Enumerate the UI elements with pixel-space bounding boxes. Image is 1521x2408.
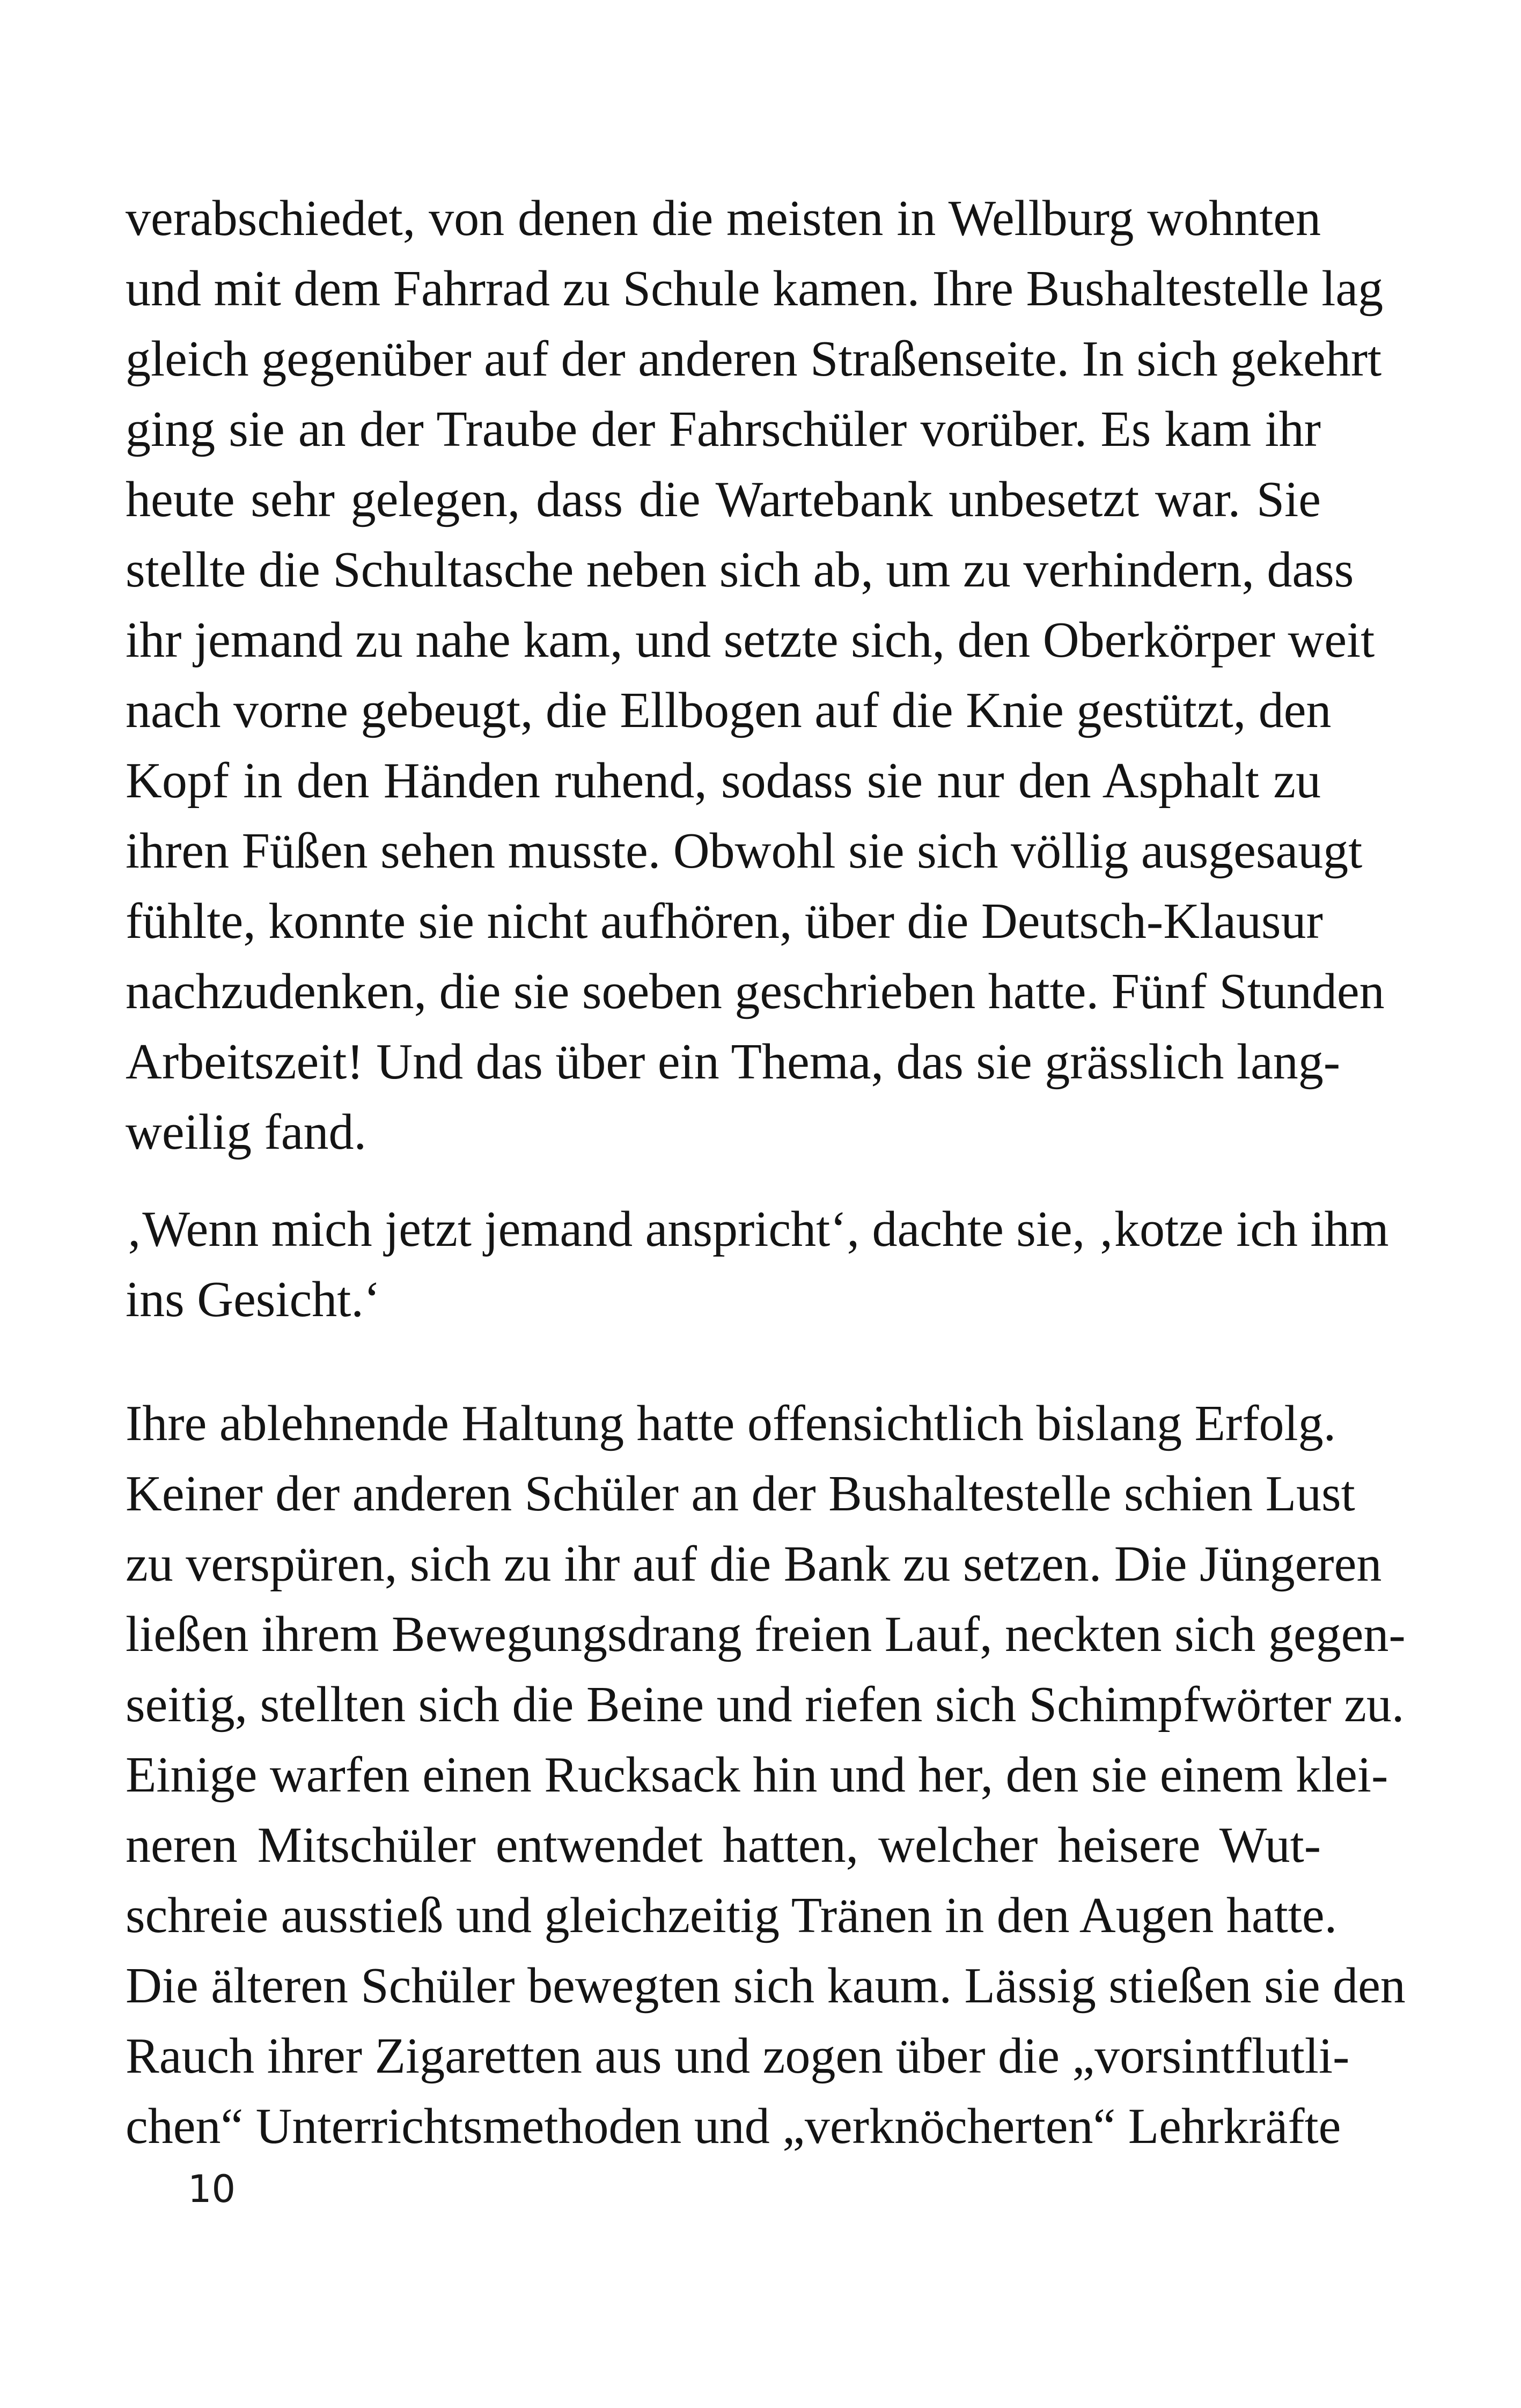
text-line: fühlte, konnte sie nicht aufhören, über die Deutsch-Klausur <box>126 893 1323 949</box>
text-line: Keiner der anderen Schüler an der Bushaltestelle schien Lust <box>126 1466 1355 1522</box>
text-line: ihr jemand zu nahe kam, und setzte sich, den Oberkörper weit <box>126 612 1375 668</box>
text-line: nach vorne gebeugt, die Ellbogen auf die Knie gestützt, den <box>126 682 1332 738</box>
text-line: zu verspüren, sich zu ihr auf die Bank zu setzen. Die Jüngeren <box>126 1536 1382 1592</box>
text-line: ‚Wenn mich jetzt jemand anspricht‘, dachte sie, ‚kotze ich ihm <box>126 1201 1389 1257</box>
text-line: weilig fand. <box>126 1104 366 1160</box>
text-line: Rauch ihrer Zigaretten aus und zogen über die „vorsintflutli- <box>126 2028 1350 2084</box>
text-line: Ihre ablehnende Haltung hatte offensichtlich bislang Erfolg. <box>126 1396 1336 1451</box>
text-line: chen“ Unterrichtsmethoden und „verknöcherten“ Lehrkräfte <box>126 2098 1341 2154</box>
text-line: Einige warfen einen Rucksack hin und her, den sie einem klei- <box>126 1747 1388 1803</box>
paragraph-1 <box>126 183 1385 1168</box>
text-line: gleich gegenüber auf der anderen Straßenseite. In sich gekehrt <box>126 331 1382 387</box>
text-line: Kopf in den Händen ruhend, sodass sie nur den Asphalt zu <box>126 753 1321 809</box>
text-line: seitig, stellten sich die Beine und riefen sich Schimpfwörter zu. <box>126 1677 1405 1732</box>
text-line: ins Gesicht.‘ <box>126 1272 381 1327</box>
paragraph-2 <box>126 1194 1389 1335</box>
text-line: Arbeitszeit! Und das über ein Thema, das sie grässlich lang- <box>126 1034 1341 1090</box>
text-line: Die älteren Schüler bewegten sich kaum. Lässig stießen sie den <box>126 1958 1406 2014</box>
text-line: und mit dem Fahrrad zu Schule kamen. Ihre Bushaltestelle lag <box>126 261 1384 317</box>
text-line: heute sehr gelegen, dass die Wartebank unbesetzt war. Sie <box>126 472 1321 527</box>
text-line: ihren Füßen sehen musste. Obwohl sie sich völlig ausgesaugt <box>126 823 1363 879</box>
text-line: ließen ihrem Bewegungsdrang freien Lauf, neckten sich gegen- <box>126 1606 1406 1662</box>
text-line: verabschiedet, von denen die meisten in Wellburg wohnten <box>126 190 1321 246</box>
text-line: nachzudenken, die sie soeben geschrieben hatte. Fünf Stunden <box>126 964 1385 1019</box>
paragraph-3 <box>126 1389 1406 2162</box>
text-line: stellte die Schultasche neben sich ab, um zu verhindern, dass <box>126 542 1354 598</box>
text-line: schreie ausstieß und gleichzeitig Tränen in den Augen hatte. <box>126 1888 1338 1943</box>
text-line: ging sie an der Traube der Fahrschüler vorüber. Es kam ihr <box>126 401 1321 457</box>
text-line: neren Mitschüler entwendet hatten, welcher heisere Wut- <box>126 1817 1321 1873</box>
page-number: 10 <box>188 2167 236 2211</box>
